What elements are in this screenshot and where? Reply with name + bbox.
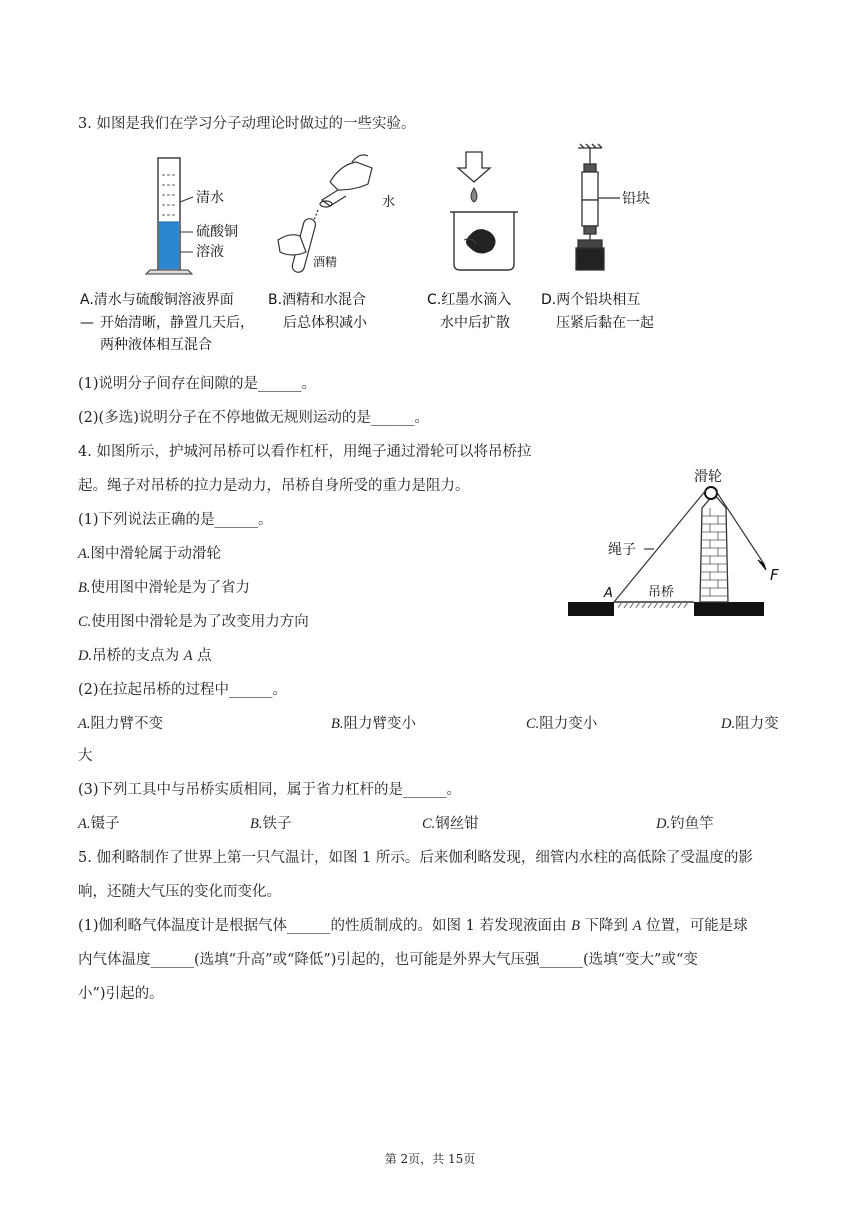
q5-sub1-line-3: 小”)引起的。 <box>78 986 164 1002</box>
caption-c-2: 水中后扩散 <box>440 315 510 331</box>
graduated-cylinder-icon <box>146 158 193 274</box>
q4-sub3-option-d: D.钓鱼竿 <box>656 816 714 832</box>
label-water: 清水 <box>196 190 224 206</box>
q4-stem-1: 4. 如图所示，护城河吊桥可以看作杠杆，用绳子通过滑轮可以将吊桥拉 <box>78 444 532 460</box>
caption-b-2: 后总体积减小 <box>283 315 367 331</box>
q3-stem: 3. 如图是我们在学习分子动理论时做过的一些实验。 <box>78 116 416 132</box>
q4-sub1: (1)下列说法正确的是______。 <box>78 512 273 528</box>
q3-sub1: (1)说明分子间存在间隙的是______。 <box>78 376 317 392</box>
label-bridge: 吊桥 <box>648 585 675 600</box>
label-force-f: F <box>770 566 779 584</box>
label-cuso4-2: 溶液 <box>196 244 224 260</box>
q4-sub3: (3)下列工具中与吊桥实质相同，属于省力杠杆的是______。 <box>78 782 462 798</box>
q4-sub2-option-b: B.阻力臂变小 <box>331 716 416 732</box>
q5-sub1-line-1: (1)伽利略气体温度计是根据气体______的性质制成的。如图 1 若发现液面由 B 下降到 A 位置，可能是球 <box>78 918 748 934</box>
q4-sub2-option-c: C.阻力变小 <box>526 716 598 732</box>
q4-sub3-option-c: C.钢丝钳 <box>422 816 479 832</box>
pulley-icon <box>705 487 717 499</box>
q4-sub2-option-a: A.阻力臂不变 <box>78 716 163 732</box>
q4-sub3-option-a: A.镊子 <box>78 816 120 832</box>
label-a: A <box>604 586 613 601</box>
q4-sub1-option-c: C.使用图中滑轮是为了改变用力方向 <box>78 614 309 630</box>
label-cuso4-1: 硫酸铜 <box>196 224 238 240</box>
caption-d-2: 压紧后黏在一起 <box>556 315 654 331</box>
ground-right <box>694 602 764 616</box>
q3-sub2: (2)(多选)说明分子在不停地做无规则运动的是______。 <box>78 410 429 426</box>
q4-sub1-option-b: B.使用图中滑轮是为了省力 <box>78 580 250 596</box>
drawbridge-figure <box>560 460 790 630</box>
q4-sub1-option-d: D.吊桥的支点为 A 点 <box>78 648 212 664</box>
q4-sub1-option-a: A.图中滑轮属于动滑轮 <box>78 546 221 562</box>
caption-d-1: D.两个铅块相互 <box>541 292 641 308</box>
caption-a-dash: — <box>80 315 94 331</box>
q4-sub2-option-d: D.阻力变 <box>721 716 779 732</box>
q4-sub3-option-b: B.铁子 <box>250 816 292 832</box>
q4-sub2-option-d-wrap: 大 <box>78 748 93 764</box>
label-lead: 铅块 <box>622 191 650 207</box>
q3-experiment-figure <box>0 140 860 290</box>
caption-a-3: 两种液体相互混合 <box>100 337 212 353</box>
q4-sub2: (2)在拉起吊桥的过程中______。 <box>78 682 288 698</box>
lead-blocks-icon <box>576 144 620 270</box>
caption-c-1: C.红墨水滴入 <box>427 292 512 308</box>
q5-stem-2: 响，还随大气压的变化而变化。 <box>78 884 281 900</box>
caption-b-1: B.酒精和水混合 <box>268 292 367 308</box>
q4-stem-2: 起。绳子对吊桥的拉力是动力，吊桥自身所受的重力是阻力。 <box>78 478 470 494</box>
page-footer: 第 2页，共 15页 <box>384 1152 476 1166</box>
label-pulley: 滑轮 <box>694 469 722 485</box>
caption-a-2: 开始清晰，静置几天后， <box>100 315 254 331</box>
label-rope: 绳子 <box>608 542 636 558</box>
caption-a-1: A.清水与硫酸铜溶液界面 <box>80 292 234 308</box>
q5-sub1-line-2: 内气体温度______(选填“升高”或“降低”)引起的，也可能是外界大气压强______(选填“变大”或“变 <box>78 952 698 968</box>
q5-stem-1: 5. 伽利略制作了世界上第一只气温计，如图 1 所示。后来伽利略发现，细管内水柱的高低除了受温度的影 <box>78 850 753 866</box>
label-water-2: 水 <box>382 195 396 210</box>
label-alcohol: 酒精 <box>313 255 338 269</box>
ground-left <box>568 602 614 616</box>
beaker-ink-drop-icon <box>450 152 518 270</box>
